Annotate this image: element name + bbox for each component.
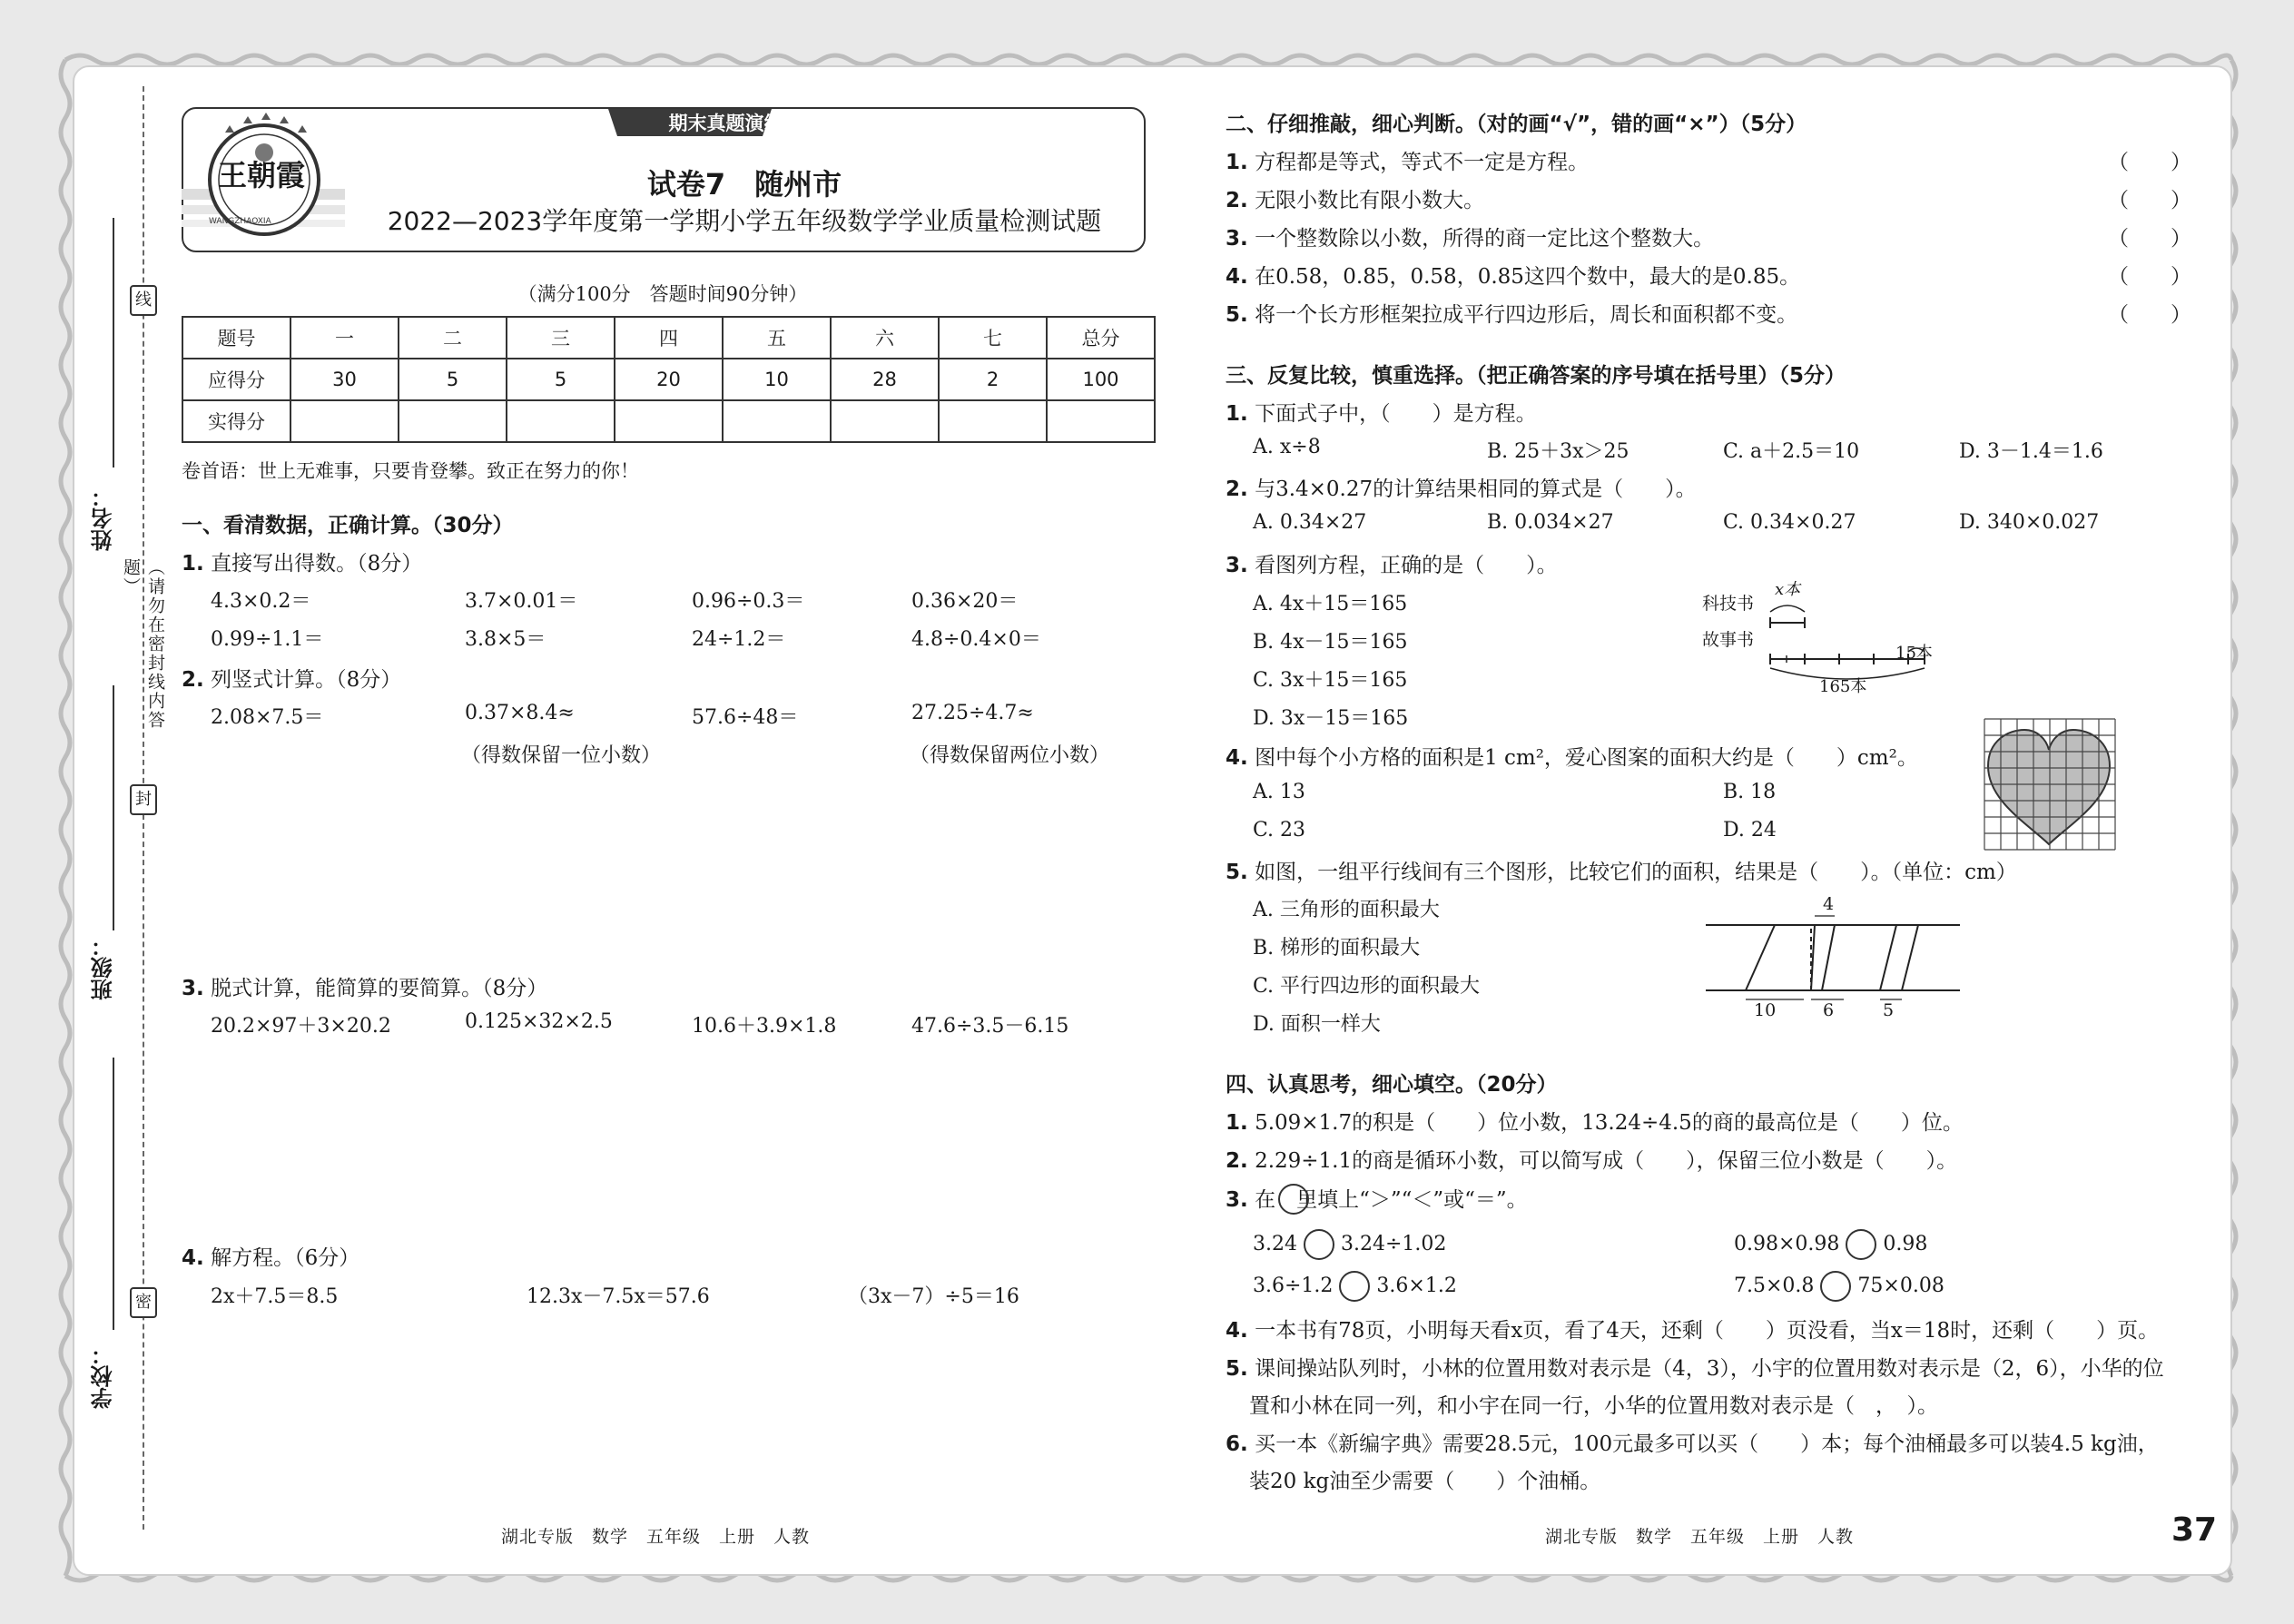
section2-title: 二、仔细推敲，细心判断。（对的画“√”，错的画“×”）（5分） [1226, 113, 1807, 136]
banner-title: 期末真题演练卷 [668, 113, 802, 134]
compare-item [1253, 1229, 1446, 1260]
fill-q2 [1226, 1144, 1957, 1174]
choice-option: A. 三角形的面积最大 [1253, 899, 1440, 921]
choice-option: A. 0.34×27 [1253, 511, 1367, 534]
q3-item: 20.2×97＋3×20.2 [211, 1015, 391, 1038]
compare-right: 3.24÷1.02 [1340, 1233, 1447, 1255]
section1-title: 一、看清数据，正确计算。（30分） [182, 514, 514, 537]
q-number: 5. [1226, 861, 1248, 884]
score-got-cell[interactable] [399, 400, 507, 442]
score-table-got-row [182, 400, 1155, 442]
class-label: 班级： [91, 935, 116, 1000]
choice-q4 [1226, 741, 1918, 771]
choice-q3 [1226, 548, 1558, 578]
diagram-label-165: 165本 [1819, 677, 1867, 696]
name-line [113, 218, 114, 468]
fig5-top-label: 4 [1823, 894, 1835, 914]
section3-title: 三、反复比较，慎重选择。（把正确答案的序号填在括号里）（5分） [1226, 364, 1846, 388]
q4-item: 2x＋7.5＝8.5 [211, 1285, 339, 1308]
score-points-cell: 2 [939, 359, 1047, 400]
q1-1 [182, 546, 422, 576]
seal-char-seal: 封 [130, 784, 157, 815]
choice-q1 [1226, 397, 1537, 427]
judge-item [1226, 145, 1589, 175]
q-number: 1. [182, 552, 204, 576]
q2-item: 0.37×8.4≈ [465, 702, 575, 724]
diagram-label-x: x本 [1775, 580, 1801, 599]
score-points-cell: 5 [399, 359, 507, 400]
score-header-cell: 七 [939, 317, 1047, 359]
q-number: 4. [1226, 1319, 1248, 1343]
diagram-label-science: 科技书 [1702, 594, 1755, 614]
q-text: 如图，一组平行线间有三个图形，比较它们的面积，结果是（ ）。（单位：cm） [1255, 861, 2017, 884]
q-text: 解方程。（6分） [211, 1246, 360, 1270]
q-text: 无限小数比有限小数大。 [1255, 189, 1485, 212]
q-text: 看图列方程，正确的是（ ）。 [1255, 554, 1558, 577]
score-points-cell: 应得分 [182, 359, 290, 400]
compare-circle[interactable] [1304, 1229, 1334, 1260]
q2-answer-area[interactable] [200, 772, 1135, 962]
compare-left: 3.24 [1253, 1233, 1297, 1255]
q-text: 脱式计算，能简算的要简算。（8分） [211, 977, 548, 1000]
choice-option: C. 23 [1253, 819, 1306, 842]
score-got-cell[interactable] [723, 400, 831, 442]
fig5-bottom-label: 6 [1823, 1000, 1835, 1020]
section4-title: 四、认真思考，细心填空。（20分） [1226, 1073, 1558, 1097]
fill-q5-cont: 置和小林在同一列，和小宇在同一行，小华的位置用数对表示是（ ， ）。 [1249, 1394, 1938, 1418]
compare-circle[interactable] [1339, 1271, 1370, 1302]
q2-item: 2.08×7.5＝ [211, 706, 324, 729]
logo-text: 王朝霞 [218, 158, 306, 192]
q1-item: 3.7×0.01＝ [465, 590, 578, 613]
q-text: 下面式子中，（ ）是方程。 [1255, 402, 1537, 426]
q-number: 2. [1226, 189, 1248, 212]
choice-option: D. 3－1.4＝1.6 [1959, 440, 2103, 463]
fig5-bottom-label: 10 [1754, 1000, 1777, 1020]
q1-3 [182, 971, 547, 1001]
q2-item: 27.25÷4.7≈ [911, 702, 1034, 724]
compare-circle[interactable] [1846, 1229, 1876, 1260]
choice-option: A. x÷8 [1253, 436, 1321, 458]
compare-item [1734, 1271, 1944, 1302]
score-header-cell: 五 [723, 317, 831, 359]
choice-option: B. 0.034×27 [1487, 511, 1614, 534]
q3-answer-area[interactable] [200, 1044, 1135, 1235]
compare-right: 75×0.08 [1857, 1275, 1944, 1297]
choice-option: B. 25＋3x＞25 [1487, 440, 1629, 463]
school-label: 学校： [91, 1343, 116, 1409]
q1-item: 24÷1.2＝ [692, 628, 786, 651]
q-text: 一个整数除以小数，所得的商一定比这个整数大。 [1255, 227, 1715, 251]
school-line [113, 1058, 114, 1330]
q-number: 2. [182, 668, 204, 692]
q-number: 3. [1226, 1188, 1248, 1212]
choice-option: B. 4x－15＝165 [1253, 631, 1408, 654]
choice-option: A. 13 [1253, 781, 1305, 803]
q-text: 买一本《新编字典》需要28.5元，100元最多可以买（ ）本；每个油桶最多可以装4.5 kg油， [1255, 1432, 2159, 1456]
class-line [113, 685, 114, 930]
score-got-cell[interactable] [1047, 400, 1155, 442]
compare-circle[interactable] [1278, 1184, 1309, 1215]
judge-item [1226, 260, 1800, 290]
score-points-cell: 100 [1047, 359, 1155, 400]
judge-item [1226, 183, 1484, 213]
q1-item: 0.96÷0.3＝ [692, 590, 805, 613]
q-number: 1. [1226, 402, 1248, 426]
score-points-cell: 28 [831, 359, 939, 400]
choice-option: D. 340×0.027 [1959, 511, 2100, 534]
motto: 卷首语：世上无难事，只要肯登攀。致正在努力的你！ [182, 460, 639, 482]
q-number: 1. [1226, 151, 1248, 174]
score-points-cell: 30 [290, 359, 399, 400]
choice-q2 [1226, 472, 1697, 502]
q-text: 在0.58，0.85，0.58，0.85这四个数中，最大的是0.85。 [1255, 265, 1801, 289]
q-number: 2. [1226, 477, 1248, 501]
q-number: 6. [1226, 1432, 1248, 1456]
choice-option: C. 平行四边形的面积最大 [1253, 975, 1481, 998]
score-got-cell[interactable] [290, 400, 399, 442]
score-header-cell: 题号 [182, 317, 290, 359]
name-label: 姓名： [91, 486, 116, 551]
score-table [182, 316, 1156, 443]
exam-subtitle: 2022—2023学年度第一学期小学五年级数学学业质量检测试题 [387, 206, 1102, 236]
choice-option: C. 3x＋15＝165 [1253, 669, 1408, 692]
choice-option: C. 0.34×0.27 [1723, 511, 1856, 534]
gutter-notice: （请勿在密封线内答题） [121, 558, 165, 730]
seal-char-secret: 密 [130, 1287, 157, 1318]
fig5-bottom-label: 5 [1883, 1000, 1895, 1020]
judge-item [1226, 298, 1797, 328]
choice-option: D. 3x－15＝165 [1253, 707, 1409, 730]
q-number: 3. [1226, 554, 1248, 577]
choice-option: B. 18 [1723, 781, 1777, 803]
svg-text:WANGZHAOXIA: WANGZHAOXIA [209, 217, 271, 226]
choice-option: B. 梯形的面积最大 [1253, 937, 1421, 960]
q3-item: 10.6＋3.9×1.8 [692, 1015, 837, 1038]
q3-item: 0.125×32×2.5 [465, 1010, 613, 1033]
q2-note: （得数保留一位小数） [461, 744, 662, 767]
choice-q5 [1226, 855, 2017, 885]
compare-circle[interactable] [1820, 1271, 1851, 1302]
q-text: 5.09×1.7的积是（ ）位小数，13.24÷4.5的商的最高位是（ ）位。 [1255, 1111, 1964, 1135]
q1-item: 0.99÷1.1＝ [211, 628, 324, 651]
q4-answer-area[interactable] [200, 1316, 1135, 1498]
q-number: 1. [1226, 1111, 1248, 1135]
choice-option: A. 4x＋15＝165 [1253, 593, 1408, 615]
q-number: 4. [1226, 746, 1248, 770]
q3-item: 47.6÷3.5－6.15 [911, 1015, 1069, 1038]
compare-item [1734, 1229, 1927, 1260]
q-number: 5. [1226, 303, 1248, 327]
choice-option: D. 24 [1723, 819, 1777, 842]
q1-item: 3.8×5＝ [465, 628, 546, 651]
fill-q3 [1226, 1183, 1528, 1213]
score-header-cell: 六 [831, 317, 939, 359]
q1-item: 4.8÷0.4×0＝ [911, 628, 1041, 651]
q-number: 2. [1226, 1149, 1248, 1173]
q4-item: （3x－7）÷5＝16 [848, 1285, 1019, 1308]
heart-grid-figure [1983, 717, 2119, 853]
page-number: 37 [2171, 1511, 2218, 1549]
q-number: 4. [182, 1246, 204, 1270]
answer-paren[interactable]: （ ） [2108, 189, 2191, 212]
compare-right: 3.6×1.2 [1376, 1275, 1457, 1297]
compare-left: 3.6÷1.2 [1253, 1275, 1334, 1297]
score-table-header-row [182, 317, 1155, 359]
fill-q6-cont: 装20 kg油至少需要（ ）个油桶。 [1249, 1470, 1601, 1493]
answer-paren[interactable]: （ ） [2108, 265, 2191, 289]
q-text: 2.29÷1.1的商是循环小数，可以简写成（ ），保留三位小数是（ ）。 [1255, 1149, 1958, 1173]
q-text: 将一个长方形框架拉成平行四边形后，周长和面积都不变。 [1255, 303, 1798, 327]
score-got-cell[interactable] [939, 400, 1047, 442]
score-got-cell[interactable] [507, 400, 615, 442]
q-text: 与3.4×0.27的计算结果相同的算式是（ ）。 [1255, 477, 1697, 501]
q1-item: 0.36×20＝ [911, 590, 1019, 613]
fill-q1 [1226, 1106, 1964, 1136]
q-text: 方程都是等式，等式不一定是方程。 [1255, 151, 1590, 174]
score-points-cell: 10 [723, 359, 831, 400]
choice-option: C. a＋2.5＝10 [1723, 440, 1860, 463]
score-points-cell: 20 [615, 359, 723, 400]
score-got-label: 实得分 [182, 400, 290, 442]
q-number: 3. [1226, 227, 1248, 251]
score-header-cell: 一 [290, 317, 399, 359]
score-table-points-row [182, 359, 1155, 400]
q1-item: 4.3×0.2＝ [211, 590, 311, 613]
footer-left: 湖北专版 数学 五年级 上册 人教 [501, 1527, 811, 1547]
score-points-cell: 5 [507, 359, 615, 400]
fill-q4 [1226, 1314, 2159, 1343]
footer-right: 湖北专版 数学 五年级 上册 人教 [1545, 1527, 1855, 1547]
answer-paren[interactable]: （ ） [2108, 151, 2191, 174]
q2-item: 57.6÷48＝ [692, 706, 799, 729]
score-got-cell[interactable] [831, 400, 939, 442]
q1-4 [182, 1241, 359, 1271]
answer-paren[interactable]: （ ） [2108, 303, 2191, 327]
q-text: 直接写出得数。（8分） [211, 552, 423, 576]
judge-item [1226, 221, 1714, 251]
score-header-cell: 四 [615, 317, 723, 359]
fill-q6 [1226, 1427, 2159, 1457]
diagram-label-story: 故事书 [1702, 630, 1755, 650]
compare-item [1253, 1271, 1457, 1302]
q-text: 在 里填上“＞”“＜”或“＝”。 [1255, 1188, 1528, 1212]
score-got-cell[interactable] [615, 400, 723, 442]
seal-char-line: 线 [130, 285, 157, 316]
compare-left: 7.5×0.8 [1734, 1275, 1815, 1297]
q-text: 图中每个小方格的面积是1 cm²，爱心图案的面积大约是（ ）cm²。 [1255, 746, 1918, 770]
q2-note: （得数保留两位小数） [910, 744, 1110, 767]
q-number: 3. [182, 977, 204, 1000]
choice-option: D. 面积一样大 [1253, 1013, 1381, 1036]
q-text: 一本书有78页，小明每天看x页，看了4天，还剩（ ）页没看，当x＝18时，还剩（ ）页。 [1255, 1319, 2160, 1343]
compare-right: 0.98 [1883, 1233, 1928, 1255]
q-text: 课间操站队列时，小林的位置用数对表示是（4，3），小宇的位置用数对表示是（2，6），小华的位 [1255, 1357, 2164, 1381]
exam-title: 试卷7 随州市 [646, 167, 842, 202]
q-number: 4. [1226, 265, 1248, 289]
compare-left: 0.98×0.98 [1734, 1233, 1840, 1255]
score-header-cell: 二 [399, 317, 507, 359]
q-number: 5. [1226, 1357, 1248, 1381]
q1-2 [182, 663, 401, 693]
exam-info: （满分100分 答题时间90分钟） [517, 283, 808, 305]
score-header-cell: 三 [507, 317, 615, 359]
score-header-cell: 总分 [1047, 317, 1155, 359]
answer-paren[interactable]: （ ） [2108, 227, 2191, 251]
q-text: 列竖式计算。（8分） [211, 668, 402, 692]
diagram-label-15: 15本 [1895, 644, 1933, 663]
q4-item: 12.3x－7.5x＝57.6 [527, 1285, 710, 1308]
fill-q5 [1226, 1352, 2164, 1382]
